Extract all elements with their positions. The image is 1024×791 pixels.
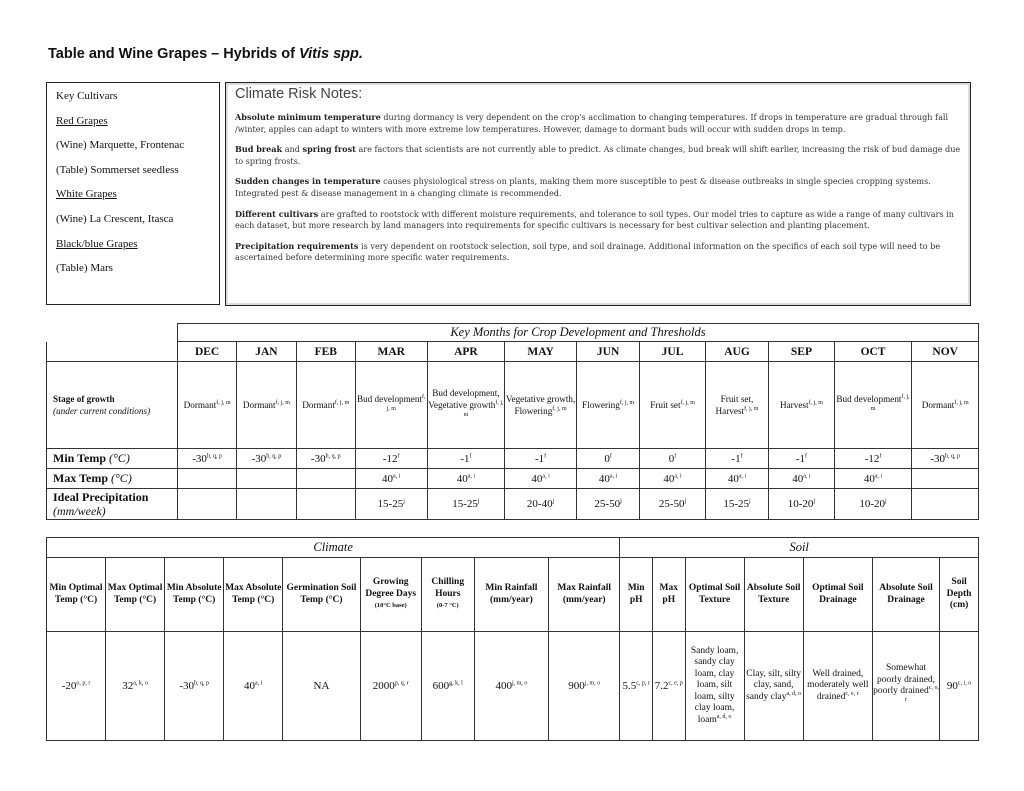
citation-ref: f <box>674 452 677 459</box>
max-temp-cell: 40$^{a, i}$ <box>505 469 577 489</box>
min-temp-cell: -1$^f$ <box>427 449 505 469</box>
min-temp-cell: -30$^{h, q, p}$ <box>296 449 355 469</box>
stage-cell: Dormant$^{f, j, m}$ <box>177 362 236 449</box>
cultivar-line: (Wine) Marquette, Frontenac <box>56 139 185 152</box>
climate-header: Climate <box>47 538 620 558</box>
citation-ref: f <box>544 452 547 459</box>
min-temp-cell: -1$^f$ <box>705 449 768 469</box>
citation-ref: f, j, m <box>386 393 426 412</box>
citation-ref: j <box>477 498 480 505</box>
stage-cell: Fruit set$^{f, j, m}$ <box>640 362 705 449</box>
stage-cell: Bud development$^{f, j, m}$ <box>355 362 427 449</box>
cultivar-line: White Grapes <box>56 188 117 201</box>
column-header: Min Optimal Temp (°C) <box>47 558 106 632</box>
citation-ref: a, d, o <box>716 713 732 720</box>
citation-ref: f, j, m <box>275 399 290 406</box>
month-header: FEB <box>296 342 355 362</box>
stage-cell: Dormant$^{f, j, m}$ <box>296 362 355 449</box>
precip-cell: 15-25$^j$ <box>355 489 427 520</box>
key-cultivars-box <box>46 82 220 305</box>
citation-ref: j <box>885 498 887 505</box>
citation-ref: f, j, m <box>216 399 231 406</box>
max-temp-cell <box>912 469 979 489</box>
min-temp-label: Min Temp (°C) <box>47 449 178 469</box>
value-cell: Clay, silt, silty clay, sand, sandy clay$^{a, d, o}$ <box>744 632 803 741</box>
month-header: MAR <box>355 342 427 362</box>
risk-note: Precipitation requirements is very dependent on rootstock selection, soil type, and soil drainage. Additional information on the specifics of each soil type will need to be ascertained before determining more specific water requirements. <box>235 240 941 263</box>
cultivar-line: Key Cultivars <box>56 90 118 102</box>
value-cell: NA <box>283 632 360 741</box>
soil-header: Soil <box>620 538 979 558</box>
value-cell: -30$^{h, q, p}$ <box>165 632 224 741</box>
citation-ref: f <box>879 452 882 459</box>
stage-cell: Flowering$^{f, j, m}$ <box>576 362 639 449</box>
value-cell: 400$^{j, m, o}$ <box>474 632 548 741</box>
citation-ref: f <box>609 452 612 459</box>
value-cell: Sandy loam, sandy clay loam, clay loam, silt loam, silty clay loam, loam$^{a, d, o}$ <box>685 632 744 741</box>
citation-ref: a, i <box>674 472 682 479</box>
column-header: Chilling Hours (0-7 °C) <box>421 558 474 632</box>
precip-cell <box>177 489 236 520</box>
max-temp-cell <box>237 469 296 489</box>
month-header: APR <box>427 342 505 362</box>
citation-ref: f <box>805 452 808 459</box>
climate-soil-table <box>46 537 979 741</box>
column-header: Soil Depth (cm) <box>940 558 979 632</box>
column-header: Min Absolute Temp (°C) <box>165 558 224 632</box>
risk-note-term: Precipitation requirements <box>235 240 359 251</box>
risk-note-term: spring frost <box>302 144 356 155</box>
max-temp-cell <box>296 469 355 489</box>
citation-ref: f, j, m <box>463 399 504 418</box>
cultivar-line: (Table) Mars <box>56 262 113 275</box>
citation-ref: p, q, r <box>394 680 409 687</box>
min-temp-cell: -30$^{h, q, p}$ <box>237 449 296 469</box>
column-header: Germination Soil Temp (°C) <box>283 558 360 632</box>
citation-ref: h, q, p <box>266 452 282 459</box>
citation-ref: j <box>403 498 405 505</box>
citation-ref: j <box>552 498 555 505</box>
value-cell: -20$^{o, p, r}$ <box>47 632 106 741</box>
citation-ref: a, i <box>542 472 550 479</box>
citation-ref: f, j, m <box>619 399 635 406</box>
max-temp-label: Max Temp (°C) <box>47 469 178 489</box>
citation-ref: a, k, o <box>133 680 148 687</box>
column-header: Min Rainfall (mm/year) <box>474 558 548 632</box>
page-title: Table and Wine Grapes – Hybrids of Vitis spp. <box>48 46 363 62</box>
value-cell: 600$^{g, k, l}$ <box>421 632 474 741</box>
value-cell: 5.5$^{c, p, r}$ <box>620 632 653 741</box>
max-temp-cell: 40$^{a, i}$ <box>705 469 768 489</box>
precip-cell <box>912 489 979 520</box>
citation-ref: c, i, o <box>957 680 972 687</box>
month-header: MAY <box>505 342 577 362</box>
citation-ref: f, j, m <box>334 399 350 406</box>
precip-cell <box>237 489 296 520</box>
value-cell: 32$^{a, k, o}$ <box>106 632 165 741</box>
citation-ref: a, i <box>738 472 747 479</box>
column-header: Optimal Soil Drainage <box>803 558 872 632</box>
column-unit: (0-7 °C) <box>436 602 459 610</box>
column-header: Growing Degree Days (10°C base) <box>360 558 421 632</box>
risk-note-term: Absolute minimum temperature <box>235 112 381 122</box>
value-cell: 40$^{a, i}$ <box>224 632 283 741</box>
citation-ref: c, o, r <box>905 684 939 703</box>
risk-note: Absolute minimum temperature during dormancy is very dependent on the crop's acclimation to changing temperatures. If drops in temperature are gradual through fall /winter, apples can adapt to winters with more extreme low temperatures. However, damage to dormant buds will occur with sudden drops in temp. <box>235 112 949 134</box>
climate-risk-notes <box>225 82 971 306</box>
precip-cell: 10-20$^j$ <box>834 489 912 520</box>
citation-ref: f, j, m <box>808 399 823 406</box>
max-temp-cell: 40$^{a, i}$ <box>355 469 427 489</box>
value-cell: 900$^{j, m, o}$ <box>549 632 620 741</box>
cultivar-line: (Table) Sommerset seedless <box>56 163 179 176</box>
citation-ref: a, i <box>467 472 476 479</box>
max-temp-cell: 40$^{a, i}$ <box>834 469 912 489</box>
citation-ref: o, p, r <box>76 680 91 687</box>
month-header: NOV <box>912 342 979 362</box>
precip-cell: 10-20$^j$ <box>769 489 834 520</box>
precip-cell <box>296 489 355 520</box>
citation-ref: j <box>620 498 622 505</box>
month-header: DEC <box>177 342 236 362</box>
max-temp-cell: 40$^{a, i}$ <box>427 469 505 489</box>
citation-ref: c, p, r <box>636 680 650 687</box>
citation-ref: f, j, m <box>680 399 695 406</box>
risk-note-term: Bud break <box>235 144 283 155</box>
column-header: Min pH <box>620 558 653 632</box>
month-header: AUG <box>705 342 768 362</box>
notes-heading: Climate Risk Notes: <box>235 86 363 102</box>
stage-cell: Bud development$^{f, j, m}$ <box>834 362 912 449</box>
cultivar-line: Red Grapes <box>56 114 108 127</box>
stage-cell: Vegetative growth, Flowering$^{f, j, m}$ <box>505 362 577 449</box>
citation-ref: h, q, p <box>945 452 961 459</box>
column-unit: (10°C base) <box>374 602 407 610</box>
cultivar-line: (Wine) La Crescent, Itasca <box>56 212 174 225</box>
month-header: JUN <box>576 342 639 362</box>
citation-ref: j, m, o <box>584 680 601 687</box>
min-temp-cell: -30$^{h, q, p}$ <box>177 449 236 469</box>
citation-ref: a, i <box>803 472 811 479</box>
risk-note-term: Different cultivars <box>235 208 319 219</box>
min-temp-cell: -30$^{h, q, p}$ <box>912 449 979 469</box>
citation-ref: h, q, p <box>325 452 341 459</box>
precip-cell: 25-50$^j$ <box>576 489 639 520</box>
citation-ref: g, k, l <box>449 680 463 687</box>
citation-ref: f <box>469 452 472 459</box>
risk-note: Bud break and spring frost are factors that scientists are not currently able to predict. As climate changes, bud break will shift earlier, increasing the risk of bud damage due to spring frosts. <box>235 144 961 166</box>
value-cell: 2000$^{p, q, r}$ <box>360 632 421 741</box>
column-header: Absolute Soil Texture <box>744 558 803 632</box>
citation-ref: f, j, m <box>870 393 910 412</box>
column-header: Max Absolute Temp (°C) <box>224 558 283 632</box>
citation-ref: f <box>397 452 400 459</box>
months-table-header: Key Months for Crop Development and Thresholds <box>177 324 978 342</box>
precip-cell: 25-50$^j$ <box>640 489 705 520</box>
min-temp-cell: -1$^f$ <box>769 449 834 469</box>
citation-ref: a, i <box>255 680 263 687</box>
value-cell: 7.2$^{c, e, p}$ <box>652 632 685 741</box>
value-cell: Somewhat poorly drained, poorly drained$^{c, o, r}$ <box>872 632 939 741</box>
citation-ref: f <box>740 452 743 459</box>
citation-ref: f, j, m <box>954 399 969 406</box>
min-temp-cell: -12$^f$ <box>355 449 427 469</box>
min-temp-cell: 0$^f$ <box>640 449 705 469</box>
risk-note: Sudden changes in temperature causes physiological stress on plants, making them more susceptible to pest & disease outbreaks in single species cropping systems. Integrated pest & disease management in a changing climate is recommended. <box>235 176 931 198</box>
key-months-table <box>46 323 979 520</box>
column-header: Max Rainfall (mm/year) <box>549 558 620 632</box>
citation-ref: c, e, r <box>845 690 859 697</box>
value-cell: Well drained, moderately well drained$^{c, e, r}$ <box>803 632 872 741</box>
citation-ref: f, j, m <box>552 405 567 412</box>
citation-ref: h, q, p <box>206 452 222 459</box>
citation-ref: f, j, m <box>744 405 759 412</box>
cultivar-line: Black/blue Grapes <box>56 237 138 250</box>
citation-ref: j, m, o <box>511 680 528 687</box>
citation-ref: a, i <box>874 472 883 479</box>
citation-ref: a, i <box>609 472 618 479</box>
risk-note: Different cultivars are grafted to rootstock with different moisture requirements, and tolerance to soil types. Our model tries to capture as wide a range of many cultivars in each dataset, but more research by land managers into requirements for specific cultivars is necessary for best cultivar selection and planting placement. <box>235 208 954 231</box>
stage-cell: Fruit set, Harvest$^{f, j, m}$ <box>705 362 768 449</box>
column-header: Max Optimal Temp (°C) <box>106 558 165 632</box>
stage-cell: Dormant$^{f, j, m}$ <box>912 362 979 449</box>
min-temp-cell: -12$^f$ <box>834 449 912 469</box>
max-temp-cell: 40$^{a, i}$ <box>769 469 834 489</box>
column-header: Absolute Soil Drainage <box>872 558 939 632</box>
citation-ref: a, i <box>393 472 401 479</box>
citation-ref: j <box>813 498 816 505</box>
ideal-precip-label: Ideal Precipitation (mm/week) <box>47 489 178 520</box>
value-cell: 90$^{c, i, o}$ <box>940 632 979 741</box>
max-temp-cell: 40$^{a, i}$ <box>640 469 705 489</box>
month-header: SEP <box>769 342 834 362</box>
column-header: Max pH <box>652 558 685 632</box>
stage-of-growth-label: Stage of growth (under current conditions) <box>47 362 178 449</box>
min-temp-cell: 0$^f$ <box>576 449 639 469</box>
stage-cell: Dormant$^{f, j, m}$ <box>237 362 296 449</box>
month-header: JUL <box>640 342 705 362</box>
min-temp-cell: -1$^f$ <box>505 449 577 469</box>
citation-ref: j <box>684 498 687 505</box>
column-header: Optimal Soil Texture <box>685 558 744 632</box>
citation-ref: c, e, p <box>668 680 683 687</box>
precip-cell: 15-25$^j$ <box>427 489 505 520</box>
month-header: JAN <box>237 342 296 362</box>
precip-cell: 15-25$^j$ <box>705 489 768 520</box>
citation-ref: j <box>748 498 751 505</box>
month-header: OCT <box>834 342 912 362</box>
stage-cell: Bud development, Vegetative growth$^{f, j, m}$ <box>427 362 505 449</box>
citation-ref: a, d, o <box>786 690 802 697</box>
max-temp-cell <box>177 469 236 489</box>
risk-note-term: Sudden changes in temperature <box>235 176 381 187</box>
max-temp-cell: 40$^{a, i}$ <box>576 469 639 489</box>
stage-cell: Harvest$^{f, j, m}$ <box>769 362 834 449</box>
citation-ref: h, q, p <box>193 680 209 687</box>
precip-cell: 20-40$^j$ <box>505 489 577 520</box>
